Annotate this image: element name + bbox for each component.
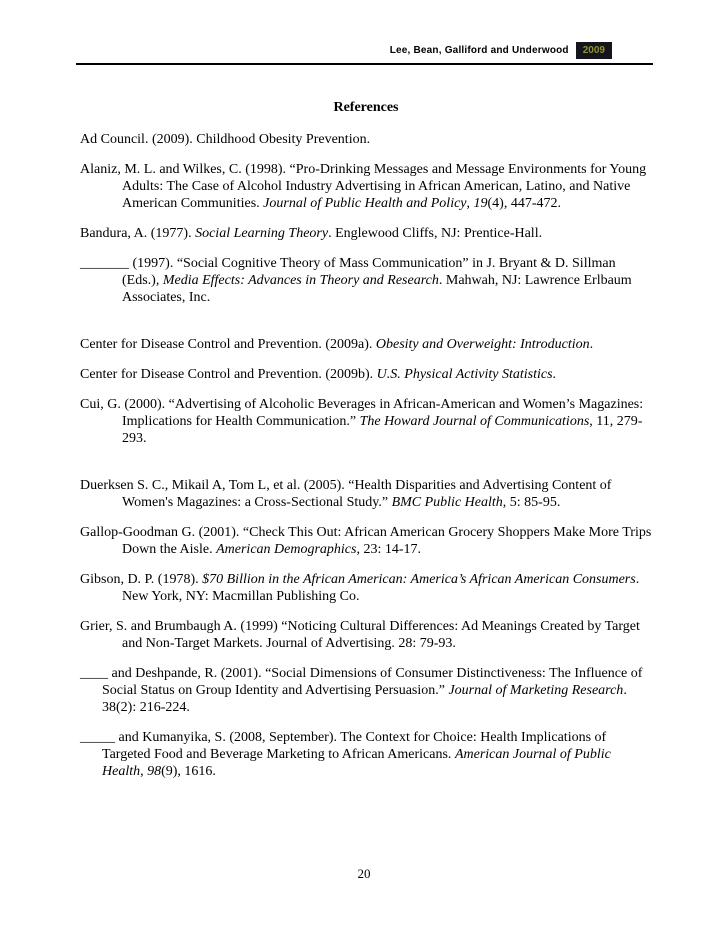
reference-entry bbox=[80, 336, 652, 353]
reference-segment: , 5: 85-95. bbox=[502, 495, 561, 510]
running-head-year-badge: 2009 bbox=[574, 42, 612, 59]
reference-segment: (9), 1616. bbox=[161, 764, 216, 779]
reference-segment: _______ (1997). “Social Cognitive Theory of Mass Communication” in J. Bryant & D. Sillman (Eds.), bbox=[80, 256, 616, 288]
reference-segment: Center for Disease Control and Prevention. (2009b). bbox=[80, 367, 377, 382]
reference-segment: Center for Disease Control and Prevention. (2009a). bbox=[80, 337, 376, 352]
page-header bbox=[76, 42, 653, 65]
reference-segment: . Mahwah, NJ: Lawrence Erlbaum Associates, Inc. bbox=[122, 273, 632, 305]
reference-segment: Duerksen S. C., Mikail A, Tom L, et al. (2005). “Health Disparities and Advertising Content of Women's Magazines: a Cross-Sectional Study.” bbox=[80, 478, 612, 510]
reference-entry bbox=[80, 477, 652, 511]
reference-segment: (4), 447-472. bbox=[487, 196, 562, 211]
references-section bbox=[80, 100, 652, 793]
reference-segment: Journal of Marketing Research bbox=[448, 683, 624, 698]
reference-segment: , 11, 279-293. bbox=[122, 414, 643, 446]
reference-segment: Alaniz, M. L. and Wilkes, C. (1998). “Pro-Drinking Messages and Message Environments for Young Adults: The Case of Alcohol Industry Advertising in African American, Latino, and Native American Communities. bbox=[80, 162, 647, 211]
reference-segment: . Englewood Cliffs, NJ: Prentice-Hall. bbox=[328, 226, 543, 241]
reference-entry bbox=[80, 366, 652, 383]
reference-segment: ____ and Deshpande, R. (2001). “Social Dimensions of Consumer Distinctiveness: The Influence of Social Status on Group Identity and Advertising Persuasion.” bbox=[80, 666, 643, 698]
reference-entry bbox=[80, 524, 652, 558]
reference-segment: Gallop-Goodman G. (2001). “Check This Out: African American Grocery Shoppers Make More Trips Down the Aisle. bbox=[80, 525, 652, 557]
reference-segment: _____ and Kumanyika, S. (2008, September). The Context for Choice: Health Implications of Targeted Food and Beverage Marketing to African Americans. bbox=[80, 730, 607, 762]
reference-entry bbox=[80, 161, 652, 212]
reference-segment: , bbox=[466, 196, 474, 211]
reference-segment: Bandura, A. (1977). bbox=[80, 226, 196, 241]
header-rule bbox=[76, 63, 653, 65]
reference-segment: Gibson, D. P. (1978). bbox=[80, 572, 203, 587]
page-number: 20 bbox=[357, 866, 371, 881]
reference-segment: Grier, S. and Brumbaugh A. (1999) “Noticing Cultural Differences: Ad Meanings Created by Target and Non-Target Markets. Journal of Advertising. 28: 79-93. bbox=[80, 619, 640, 651]
reference-entry bbox=[80, 618, 652, 652]
reference-entry bbox=[80, 729, 652, 780]
reference-list bbox=[80, 131, 652, 780]
reference-segment: 19 bbox=[473, 196, 488, 211]
running-head bbox=[76, 42, 612, 59]
reference-segment: $70 Billion in the African American: America’s African American Consumers bbox=[202, 572, 636, 587]
reference-segment: American Demographics bbox=[216, 542, 357, 557]
reference-segment: BMC Public Health bbox=[391, 495, 503, 510]
reference-entry bbox=[80, 571, 652, 605]
reference-segment: The Howard Journal of Communications bbox=[359, 414, 590, 429]
reference-entry bbox=[80, 396, 652, 447]
reference-segment: Obesity and Overweight: Introduction bbox=[375, 337, 590, 352]
reference-segment: U.S. Physical Activity Statistics bbox=[376, 367, 553, 382]
reference-entry bbox=[80, 665, 652, 716]
reference-segment: . New York, NY: Macmillan Publishing Co. bbox=[122, 572, 640, 604]
running-head-authors: Lee, Bean, Galliford and Underwood bbox=[389, 45, 569, 56]
reference-segment: American Journal of Public Health bbox=[102, 747, 611, 779]
reference-entry bbox=[80, 255, 652, 306]
reference-segment: , bbox=[140, 764, 148, 779]
reference-segment: Media Effects: Advances in Theory and Research bbox=[162, 273, 439, 288]
reference-segment: Journal of Public Health and Policy bbox=[263, 196, 467, 211]
reference-segment: Cui, G. (2000). “Advertising of Alcoholic Beverages in African-American and Women’s Magazines: Implications for Health Communication.” bbox=[80, 397, 644, 429]
reference-segment: 98 bbox=[147, 764, 162, 779]
reference-entry bbox=[80, 131, 652, 148]
reference-segment: , 23: 14-17. bbox=[356, 542, 422, 557]
reference-segment: . bbox=[552, 367, 557, 382]
reference-segment: Social Learning Theory bbox=[195, 226, 329, 241]
reference-segment: Ad Council. (2009). Childhood Obesity Prevention. bbox=[80, 132, 371, 147]
section-title: References bbox=[333, 100, 399, 115]
reference-segment: . 38(2): 216-224. bbox=[102, 683, 627, 715]
reference-entry bbox=[80, 225, 652, 242]
reference-segment: . bbox=[589, 337, 594, 352]
